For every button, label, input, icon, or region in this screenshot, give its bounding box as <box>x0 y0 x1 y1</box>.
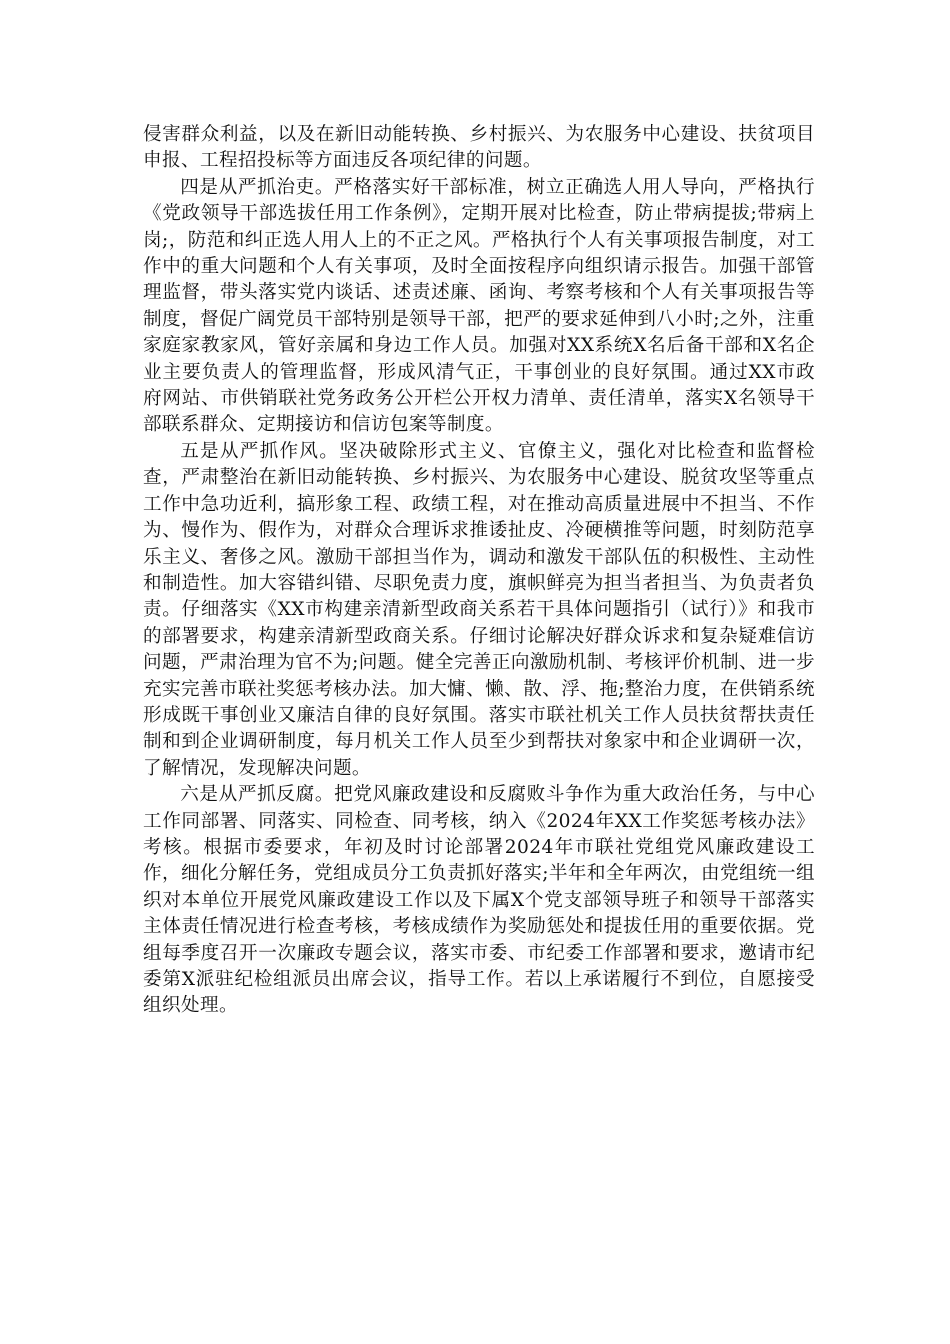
paragraph-continuation: 侵害群众利益，以及在新旧动能转换、乡村振兴、为农服务中心建设、扶贫项目申报、工程招投标等方面违反各项纪律的问题。 <box>143 124 815 172</box>
paragraph-four-governance: 四是从严抓治吏。严格落实好干部标准，树立正确选人用人导向，严格执行《党政领导干部选拔任用工作条例》，定期开展对比检查，防止带病提拔;带病上岗;，防范和纠正选人用人上的不正之风。严格执行个人有关事项报告制度，对工作中的重大问题和个人有关事项，及时全面按程序向组织请示报告。加强干部管理监督，带头落实党内谈话、述责述廉、函询、考察考核和个人有关事项报告等制度，督促广阔党员干部特别是领导干部，把严的要求延伸到八小时;之外，注重家庭家教家风，管好亲属和身边工作人员。加强对XX系统X名后备干部和X名企业主要负责人的管理监督，形成风清气正，干事创业的良好氛围。通过XX市政府网站、市供销联社党务政务公开栏公开权力清单、责任清单，落实X名领导干部联系群众、定期接访和信访包案等制度。 <box>143 176 815 436</box>
paragraph-five-work-style: 五是从严抓作风。坚决破除形式主义、官僚主义，强化对比检查和监督检查，严肃整治在新旧动能转换、乡村振兴、为农服务中心建设、脱贫攻坚等重点工作中急功近利，搞形象工程、政绩工程，对在推动高质量进展中不担当、不作为、慢作为、假作为，对群众合理诉求推诿扯皮、冷硬横推等问题，时刻防范享乐主义、奢侈之风。激励干部担当作为，调动和激发干部队伍的积极性、主动性和制造性。加大容错纠错、尽职免责力度，旗帜鲜亮为担当者担当、为负责者负责。仔细落实《XX市构建亲清新型政商关系若干具体问题指引（试行）》和我市的部署要求，构建亲清新型政商关系。仔细讨论解决好群众诉求和复杂疑难信访问题，严肃治理为官不为;问题。健全完善正向激励机制、考核评价机制、进一步充实完善市联社奖惩考核办法。加大慵、懒、散、浮、拖;整治力度，在供销系统形成既干事创业又廉洁自律的良好氛围。落实市联社机关工作人员扶贫帮扶责任制和到企业调研制度，每月机关工作人员至少到帮扶对象家中和企业调研一次，了解情况，发现解决问题。 <box>143 440 815 779</box>
paragraph-six-anti-corruption: 六是从严抓反腐。把党风廉政建设和反腐败斗争作为重大政治任务，与中心工作同部署、同落实、同检查、同考核，纳入《2024年XX工作奖惩考核办法》考核。根据市委要求，年初及时讨论部署2024年市联社党组党风廉政建设工作，细化分解任务，党组成员分工负责抓好落实;半年和全年两次，由党组统一组织对本单位开展党风廉政建设工作以及下属X个党支部领导班子和领导干部落实主体责任情况进行检查考核，考核成绩作为奖励惩处和提拔任用的重要依据。党组每季度召开一次廉政专题会议，落实市委、市纪委工作部署和要求，邀请市纪委第X派驻纪检组派员出席会议，指导工作。若以上承诺履行不到位，自愿接受组织处理。 <box>143 784 815 1017</box>
document-body <box>143 122 815 1020</box>
